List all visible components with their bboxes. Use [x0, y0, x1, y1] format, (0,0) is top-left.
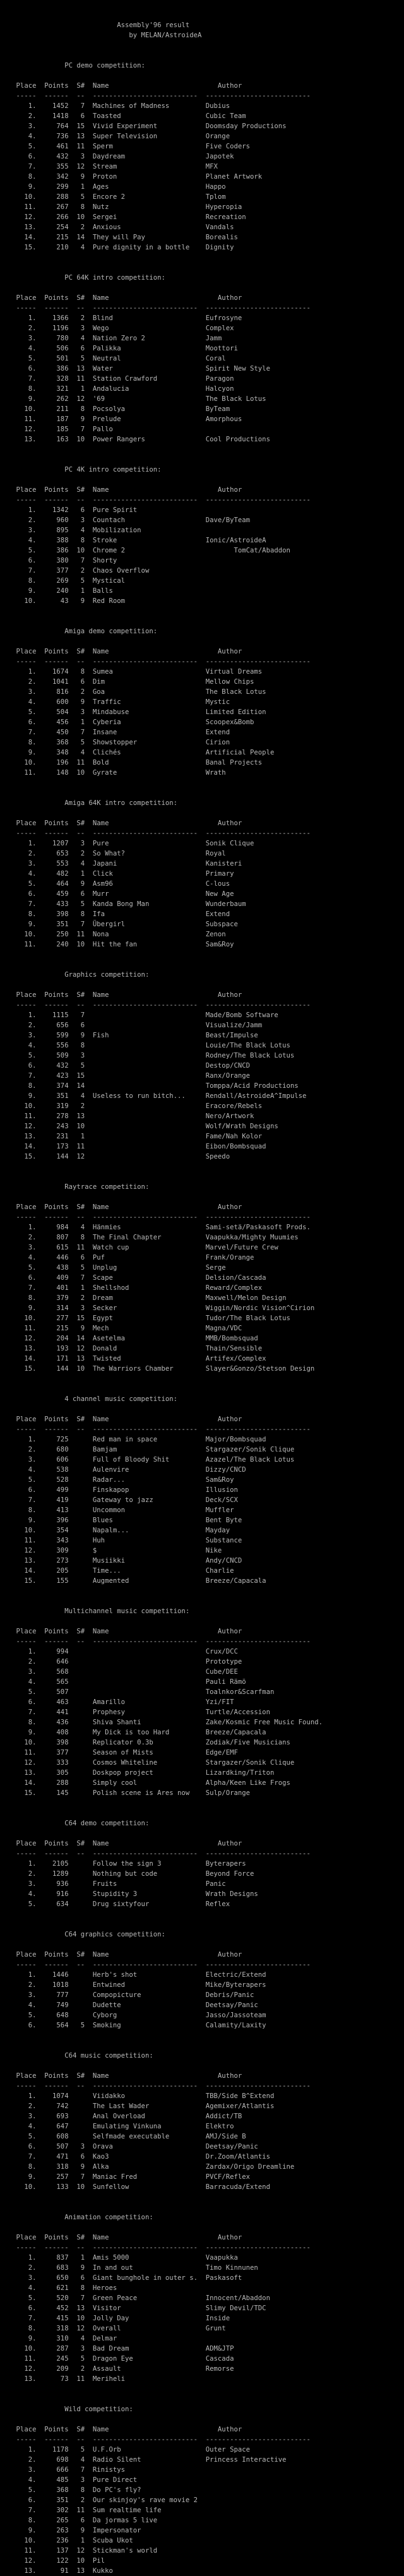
result-row: 14. 205 Time... Charlie — [0, 1566, 234, 1575]
result-row: 1. 994 Crux/DCC — [0, 1647, 238, 1655]
result-row: 8. 379 2 Dream Maxwell/Melon Design — [0, 1294, 287, 1302]
result-row: 2. 1196 3 Wego Complex — [0, 324, 234, 332]
competition-title: Amiga demo competition: — [0, 627, 158, 635]
result-row: 5. 386 10 Chrome 2 TomCat/Abaddon — [0, 546, 290, 554]
competition-title: C64 demo competition: — [0, 1819, 150, 1827]
result-row: 9. 262 12 '69 The Black Lotus — [0, 395, 266, 403]
result-row: 6. 456 1 Cyberia Scoopex&Bomb — [0, 718, 254, 726]
blank-line — [0, 1940, 404, 1950]
blank-line — [0, 2202, 404, 2212]
table-header-row: Place Points S# Name Author — [0, 486, 242, 494]
result-row: 7. 377 2 Chaos Overflow — [0, 566, 150, 575]
result-row: 6. 499 Finskapop Illusion — [0, 1486, 238, 1494]
result-row: 7. 415 10 Jolly Day Inside — [0, 2314, 230, 2322]
result-row: 9. 240 1 Balls — [0, 587, 113, 595]
result-row: 15. 144 10 The Warriors Chamber Slayer&Gonzo/Stetson Design — [0, 1364, 315, 1373]
result-row: 3. 568 Cube/DEE — [0, 1667, 238, 1676]
result-row: 1. 837 1 Amis 5000 Vaapukka — [0, 2253, 238, 2262]
result-row: 3. 599 9 Fish Beast/Impulse — [0, 1031, 258, 1039]
result-row: 2. 698 4 Radio Silent Princess Interactive — [0, 2455, 287, 2464]
result-row: 3. 777 Compopicture Debris/Panic — [0, 1991, 254, 1999]
result-row: 9. 408 My Dick is too Hard Breeze/Capacala — [0, 1728, 266, 1736]
blank-line — [0, 2041, 404, 2051]
blank-line — [0, 1909, 404, 1919]
result-row: 15. 155 Augmented Breeze/Capacala — [0, 1577, 266, 1585]
result-row: 13. 73 11 Meriheli — [0, 2375, 126, 2383]
result-row: 8. 318 12 Overall Grunt — [0, 2324, 226, 2332]
blank-line — [0, 475, 404, 485]
result-row: 7. 401 1 Shellshod Reward/Complex — [0, 1284, 263, 1292]
result-row: 1. 1452 7 Machines of Madness Dubius — [0, 102, 230, 110]
blank-line — [0, 1384, 404, 1394]
result-row: 4. 388 8 Stroke Ionic/AstroideA — [0, 536, 266, 544]
result-row: 7. 423 15 Ranx/Orange — [0, 1071, 251, 1080]
result-row: 12. 243 10 Wolf/Wrath Designs — [0, 1122, 278, 1130]
result-row: 5. 368 8 Do PC's fly? — [0, 2486, 141, 2494]
competition-title: PC demo competition: — [0, 61, 145, 69]
result-row: 3. 606 Full of Bloody Shit Azazel/The Black Lotus — [0, 1455, 295, 1464]
result-row: 4. 565 Pauli Rämö — [0, 1678, 246, 1686]
result-row: 8. 318 9 Alka Zardax/Origo Dreamline — [0, 2162, 295, 2171]
result-row: 10. 354 Napalm... Mayday — [0, 1526, 230, 1534]
competition-title: PC 64K intro competition: — [0, 273, 165, 282]
blank-line — [0, 1798, 404, 1808]
result-row: 10. 250 11 Nona Zenon — [0, 930, 226, 938]
table-header-row: Place Points S# Name Author — [0, 2072, 242, 2080]
blank-line — [0, 1192, 404, 1202]
result-row: 6. 432 3 Daydream Japotek — [0, 152, 234, 160]
result-row: 2. 680 Bamjam Stargazer/Sonik Clique — [0, 1445, 295, 1453]
result-row: 7. 302 11 Sum realtime life — [0, 2506, 162, 2514]
result-row: 2. 1418 6 Toasted Cubic Team — [0, 112, 246, 120]
blank-line — [0, 1172, 404, 1182]
result-row: 3. 666 7 Rinistys — [0, 2466, 126, 2474]
competition-title: C64 music competition: — [0, 2051, 153, 2060]
blank-line — [0, 1828, 404, 1839]
result-row: 14. 171 13 Twisted Artifex/Complex — [0, 1354, 266, 1363]
result-row: 4. 485 3 Pure Direct — [0, 2476, 138, 2484]
result-row: 8. 368 5 Showstopper Cirion — [0, 738, 230, 746]
result-row: 1. 1115 7 Made/Bomb Software — [0, 1011, 278, 1019]
table-divider-row: ----- ------ -- -------------------------- -------------------------- — [0, 2082, 311, 2090]
result-row: 3. 895 4 Mobilization — [0, 526, 141, 534]
table-header-row: Place Points S# Name Author — [0, 819, 242, 827]
result-row: 10. 133 10 Sunfellow Barracuda/Extend — [0, 2183, 270, 2191]
result-row: 6. 380 7 Shorty — [0, 556, 117, 564]
result-row: 1. 1074 Viidakko TBB/Side B^Extend — [0, 2092, 275, 2100]
result-row: 10. 196 11 Bold Banal Projects — [0, 758, 263, 766]
result-row: 10. 287 3 Bad Dream ADM&JTP — [0, 2344, 234, 2352]
blank-line — [0, 455, 404, 465]
result-row: 1. 1207 3 Pure Sonik Clique — [0, 839, 254, 847]
result-row: 4. 446 6 Puf Frank/Orange — [0, 1253, 254, 1261]
result-row: 4. 600 9 Traffic Mystic — [0, 698, 230, 706]
result-row: 10. 236 1 Scuba Ukot — [0, 2536, 133, 2544]
result-row: 3. 650 6 Giant bunghole in outer s. Paskasoft — [0, 2274, 242, 2282]
table-header-row: Place Points S# Name Author — [0, 1415, 242, 1423]
result-row: 13. 305 Doskpop project Lizardking/Triton — [0, 1768, 275, 1777]
result-row: 13. 231 1 Fame/Nah Kolor — [0, 1132, 263, 1140]
result-row: 9. 299 1 Ages Happo — [0, 182, 226, 191]
result-row: 7. 328 11 Station Crawford Paragon — [0, 374, 234, 383]
table-divider-row: ----- ------ -- -------------------------- -------------------------- — [0, 1960, 311, 1969]
competition-title: 4 channel music competition: — [0, 1395, 178, 1403]
result-row: 3. 615 11 Watch cup Marvel/Future Crew — [0, 1243, 278, 1251]
table-divider-row: ----- ------ -- -------------------------- -------------------------- — [0, 829, 311, 837]
result-row: 5. 438 5 Unplug Serge — [0, 1263, 226, 1272]
result-row: 8. 321 1 Andalucia Halcyon — [0, 385, 234, 393]
result-row: 2. 742 The Last Wader Agemixer/Atlantis — [0, 2102, 275, 2110]
table-header-row: Place Points S# Name Author — [0, 294, 242, 302]
result-row: 1. 1178 5 U.F.Orb Outer Space — [0, 2445, 251, 2454]
result-row: 5. 501 5 Neutral Coral — [0, 354, 226, 362]
result-row: 11. 245 5 Dragon Eye Cascada — [0, 2354, 234, 2363]
result-row: 14. 215 14 They will Pay Borealis — [0, 233, 238, 241]
result-row: 12. 309 $ Nike — [0, 1546, 222, 1554]
result-row: 6. 409 7 Scape Delsion/Cascada — [0, 1273, 266, 1282]
result-row: 3. 936 Fruits Panic — [0, 1880, 226, 1888]
competition-title: PC 4K intro competition: — [0, 465, 162, 474]
table-header-row: Place Points S# Name Author — [0, 2425, 242, 2433]
result-row: 2. 807 8 The Final Chapter Vaapukka/Mighty Muumies — [0, 1233, 299, 1241]
table-divider-row: ----- ------ -- -------------------------- -------------------------- — [0, 1213, 311, 1221]
table-divider-row: ----- ------ -- -------------------------- -------------------------- — [0, 92, 311, 100]
competition-title: Wild competition: — [0, 2405, 133, 2413]
result-row: 2. 653 2 So What? Royal — [0, 849, 226, 857]
result-row: 11. 278 13 Nero/Artwork — [0, 1112, 254, 1120]
results-body — [0, 40, 404, 2576]
result-row: 12. 333 Cosmos Whiteline Stargazer/Sonik Clique — [0, 1758, 295, 1767]
result-row: 11. 377 Season of Mists Edge/EMF — [0, 1748, 238, 1756]
result-row: 5. 634 Drug sixtyfour Reflex — [0, 1900, 230, 1908]
blank-line — [0, 1374, 404, 1384]
table-divider-row: ----- ------ -- -------------------------- -------------------------- — [0, 2435, 311, 2443]
result-row: 6. 564 5 Smoking Calamity/Laxity — [0, 2021, 266, 2029]
result-row: 8. 398 8 Ifa Extend — [0, 910, 230, 918]
result-row: 1. 984 4 Hänmies Sami-setä/Paskasoft Prods. — [0, 1223, 311, 1231]
blank-line — [0, 2394, 404, 2404]
table-header-row: Place Points S# Name Author — [0, 1627, 242, 1635]
table-header-row: Place Points S# Name Author — [0, 991, 242, 999]
result-row: 3. 816 2 Goa The Black Lotus — [0, 688, 266, 696]
result-row: 11. 267 8 Nutz Hyperopia — [0, 203, 242, 211]
blank-line — [0, 616, 404, 626]
result-row: 9. 314 3 Secker Wiggin/Nordic Vision^Cirion — [0, 1304, 315, 1312]
result-row: 15. 144 12 Speedo — [0, 1152, 230, 1160]
result-row: 5. 608 Selfmade executable AMJ/Side B — [0, 2132, 246, 2140]
blank-line — [0, 51, 404, 61]
table-divider-row: ----- ------ -- -------------------------- -------------------------- — [0, 496, 311, 504]
competition-title: Amiga 64K intro competition: — [0, 799, 178, 807]
competition-title: Raytrace competition: — [0, 1183, 150, 1191]
result-row: 3. 764 15 Vivid Experiment Doomsday Productions — [0, 122, 287, 130]
result-row: 5. 520 7 Green Peace Innocent/Abaddon — [0, 2294, 270, 2302]
result-row: 5. 528 Radar... Sam&Roy — [0, 1476, 234, 1484]
blank-line — [0, 950, 404, 960]
result-row: 14. 288 Simply cool Alpha/Keen Like Frogs — [0, 1779, 290, 1787]
result-row: 4. 647 Emulating Vinkuna Elektro — [0, 2122, 234, 2130]
blank-line — [0, 2192, 404, 2202]
blank-line — [0, 1586, 404, 1596]
table-divider-row: ----- ------ -- -------------------------- -------------------------- — [0, 304, 311, 312]
result-row: 2. 1041 6 Dim Mellow Chips — [0, 677, 254, 686]
result-row: 3. 780 4 Nation Zero 2 Jamm — [0, 334, 222, 342]
result-row: 7. 441 Prophesy Turtle/Accession — [0, 1708, 270, 1716]
result-row: 6. 463 Amarillo Yzi/FIT — [0, 1698, 234, 1706]
result-row: 11. 137 12 Stickman's world — [0, 2546, 158, 2555]
table-header-row: Place Points S# Name Author — [0, 2233, 242, 2241]
result-row: 10. 43 9 Red Room — [0, 597, 126, 605]
result-row: 9. 263 9 Impersonator — [0, 2526, 141, 2534]
result-row: 8. 436 Shiva Shanti Zake/Kosmic Free Music Found. — [0, 1718, 323, 1726]
result-row: 13. 193 12 Donald Thain/Sensible — [0, 1344, 263, 1352]
blank-line — [0, 1616, 404, 1626]
result-row: 2. 1289 Nothing but code Beyond Force — [0, 1869, 254, 1878]
result-row: 9. 257 7 Maniac Fred PVCF/Reflex — [0, 2173, 251, 2181]
competition-title: Animation competition: — [0, 2213, 153, 2221]
result-row: 6. 459 6 Murr New Age — [0, 890, 234, 898]
result-row: 8. 269 5 Mystical — [0, 576, 126, 585]
competition-title: C64 graphics competition: — [0, 1930, 165, 1938]
page-subtitle: by MELAN/AstroideA — [129, 31, 202, 39]
table-header-row: Place Points S# Name Author — [0, 81, 242, 90]
result-row: 5. 507 Toalnkor&Scarfman — [0, 1688, 275, 1696]
result-row: 5. 509 3 Rodney/The Black Lotus — [0, 1051, 295, 1059]
result-row: 5. 461 11 Sperm Five Coders — [0, 142, 251, 150]
result-row: 1. 2105 Follow the sign 3 Byterapers — [0, 1859, 246, 1868]
result-row: 1. 1446 Herb's shot Electric/Extend — [0, 1971, 266, 1979]
result-row: 9. 348 4 Clichés Artificial People — [0, 748, 275, 756]
blank-line — [0, 1404, 404, 1414]
blank-line — [0, 283, 404, 293]
blank-line — [0, 1596, 404, 1606]
result-row: 15. 210 4 Pure dignity in a bottle Dignity — [0, 243, 234, 251]
result-row: 3. 553 4 Japani Kanisteri — [0, 859, 242, 868]
result-row: 8. 374 14 Tomppa/Acid Productions — [0, 1082, 299, 1090]
result-row: 12. 204 14 Asetelma MMB/Bombsquad — [0, 1334, 258, 1342]
result-row: 2. 960 3 Countach Dave/ByTeam — [0, 516, 251, 524]
result-row: 14. 173 11 Eibon/Bombsquad — [0, 1142, 266, 1150]
result-row: 6. 432 5 Destop/CNCD — [0, 1061, 251, 1070]
blank-line — [0, 2384, 404, 2394]
result-row: 11. 240 10 Hit the fan Sam&Roy — [0, 940, 234, 948]
table-header-row: Place Points S# Name Author — [0, 1203, 242, 1211]
table-divider-row: ----- ------ -- -------------------------- -------------------------- — [0, 2243, 311, 2251]
result-row: 8. 342 9 Proton Planet Artwork — [0, 172, 263, 181]
result-row: 2. 1018 Entwined Mike/Byterapers — [0, 1981, 266, 1989]
competition-title: Multichannel music competition: — [0, 1607, 190, 1615]
blank-line — [0, 960, 404, 970]
result-row: 1. 1366 2 Blind Eufrosyne — [0, 314, 242, 322]
result-row: 12. 209 2 Assault Remorse — [0, 2364, 234, 2373]
result-row: 11. 148 10 Gyrate Wrath — [0, 768, 226, 777]
result-row: 10. 277 15 Egypt Tudor/The Black Lotus — [0, 1314, 290, 1322]
result-row: 6. 386 13 Water Spirit New Style — [0, 364, 270, 373]
result-row: 4. 538 Aulenvire Dizzy/CNCD — [0, 1465, 246, 1474]
table-divider-row: ----- ------ -- -------------------------- -------------------------- — [0, 1001, 311, 1009]
result-row: 12. 122 10 Pil — [0, 2556, 105, 2565]
blank-line — [0, 2222, 404, 2233]
table-divider-row: ----- ------ -- -------------------------- -------------------------- — [0, 1849, 311, 1857]
blank-line — [0, 778, 404, 788]
result-row: 5. 648 Cyborg Jasso/Jassoteam — [0, 2011, 266, 2019]
result-row: 1. 1674 8 Sumea Virtual Dreams — [0, 667, 263, 676]
result-row: 9. 351 4 Useless to run bitch... Rendall/AstroideA^Impulse — [0, 1092, 307, 1100]
result-row: 8. 265 6 Da jormas 5 live — [0, 2516, 158, 2524]
blank-line — [0, 253, 404, 263]
blank-line — [0, 980, 404, 990]
result-row: 5. 464 9 Asm96 C-lous — [0, 880, 230, 888]
result-row: 2. 656 6 Visualize/Jamm — [0, 1021, 263, 1029]
result-row: 12. 266 10 Sergei Recreation — [0, 213, 246, 221]
blank-line — [0, 788, 404, 798]
result-row: 4. 482 1 Click Primary — [0, 869, 234, 878]
result-row: 4. 916 Stupidity 3 Wrath Designs — [0, 1890, 258, 1898]
blank-line — [0, 444, 404, 455]
table-header-row: Place Points S# Name Author — [0, 1839, 242, 1847]
blank-line — [0, 606, 404, 616]
blank-line — [0, 1919, 404, 1929]
blank-line — [0, 40, 404, 51]
result-row: 13. 91 13 Kukko — [0, 2567, 113, 2575]
result-row: 2. 683 9 In and out Timo Kinnunen — [0, 2263, 258, 2272]
result-row: 6. 351 2 Our skinjoy's rave movie 2 — [0, 2496, 198, 2504]
table-header-row: Place Points S# Name Author — [0, 1950, 242, 1959]
table-divider-row: ----- ------ -- -------------------------- -------------------------- — [0, 1637, 311, 1645]
result-row: 4. 506 6 Palikka Moottori — [0, 344, 238, 352]
result-row: 4. 556 8 Louie/The Black Lotus — [0, 1041, 290, 1049]
table-header-row: Place Points S# Name Author — [0, 647, 242, 655]
result-row: 13. 273 Musiikki Andy/CNCD — [0, 1556, 242, 1565]
blank-line — [0, 2061, 404, 2071]
result-row: 1. 725 Red man in space Major/Bombsquad — [0, 1435, 266, 1443]
result-row: 13. 163 10 Power Rangers Cool Productions — [0, 435, 270, 443]
result-row: 1. 1342 6 Pure Spirit — [0, 506, 138, 514]
result-row: 9. 396 Blues Bent Byte — [0, 1516, 242, 1524]
result-row: 4. 736 13 Super Television Orange — [0, 132, 230, 140]
page-title: Assembly'96 result — [117, 21, 190, 29]
result-row: 7. 433 5 Kanda Bong Man Wunderbaum — [0, 900, 246, 908]
result-row: 13. 254 2 Anxious Vandals — [0, 223, 234, 231]
result-row: 7. 419 Gateway to jazz Deck/SCX — [0, 1496, 238, 1504]
blank-line — [0, 1162, 404, 1172]
result-row: 10. 288 5 Encore 2 Tplom — [0, 193, 226, 201]
result-row: 11. 343 Huh Substance — [0, 1536, 242, 1544]
result-row: 11. 187 9 Prelude Amorphous — [0, 415, 242, 423]
result-row: 15. 145 Polish scene is Ares now Sulp/Orange — [0, 1789, 251, 1797]
table-divider-row: ----- ------ -- -------------------------- -------------------------- — [0, 1425, 311, 1433]
result-row: 7. 355 12 Stream MFX — [0, 162, 218, 170]
result-row: 3. 693 Anal Overload Addict/TB — [0, 2112, 242, 2120]
competition-title: Graphics competition: — [0, 970, 150, 979]
result-row: 6. 507 3 Orava Deetsay/Panic — [0, 2142, 258, 2150]
blank-line — [0, 2414, 404, 2424]
result-row: 4. 621 8 Heroes — [0, 2284, 117, 2292]
result-row: 8. 413 Uncommon Muffler — [0, 1506, 234, 1514]
blank-line — [0, 2030, 404, 2041]
result-row: 7. 450 7 Insane Extend — [0, 728, 230, 736]
blank-line — [0, 71, 404, 81]
result-row: 9. 351 7 Übergirl Subspace — [0, 920, 238, 928]
result-row: 2. 646 Prototype — [0, 1657, 242, 1666]
result-row: 12. 185 7 Pallo — [0, 425, 113, 433]
result-row: 10. 398 Replicator 0.3b Zodiak/Five Musicians — [0, 1738, 290, 1746]
result-row: 11. 215 9 Mech Magna/VDC — [0, 1324, 242, 1332]
blank-line — [0, 263, 404, 273]
result-row: 10. 319 2 Eracore/Rebels — [0, 1102, 263, 1110]
table-divider-row: ----- ------ -- -------------------------- -------------------------- — [0, 657, 311, 665]
result-row: 7. 471 6 Kao3 Dr.Zoom/Atlantis — [0, 2152, 270, 2161]
blank-line — [0, 636, 404, 647]
result-row: 6. 452 13 Visitor Slimy Devil/TDC — [0, 2304, 266, 2312]
blank-line — [0, 808, 404, 818]
blank-line — [0, 1808, 404, 1818]
result-row: 9. 310 4 Delmar — [0, 2334, 117, 2342]
result-row: 4. 749 Dudette Deetsay/Panic — [0, 2001, 258, 2009]
result-row: 5. 504 3 Mindabuse Limited Edition — [0, 708, 266, 716]
result-row: 10. 211 8 Pocsolya ByTeam — [0, 405, 230, 413]
